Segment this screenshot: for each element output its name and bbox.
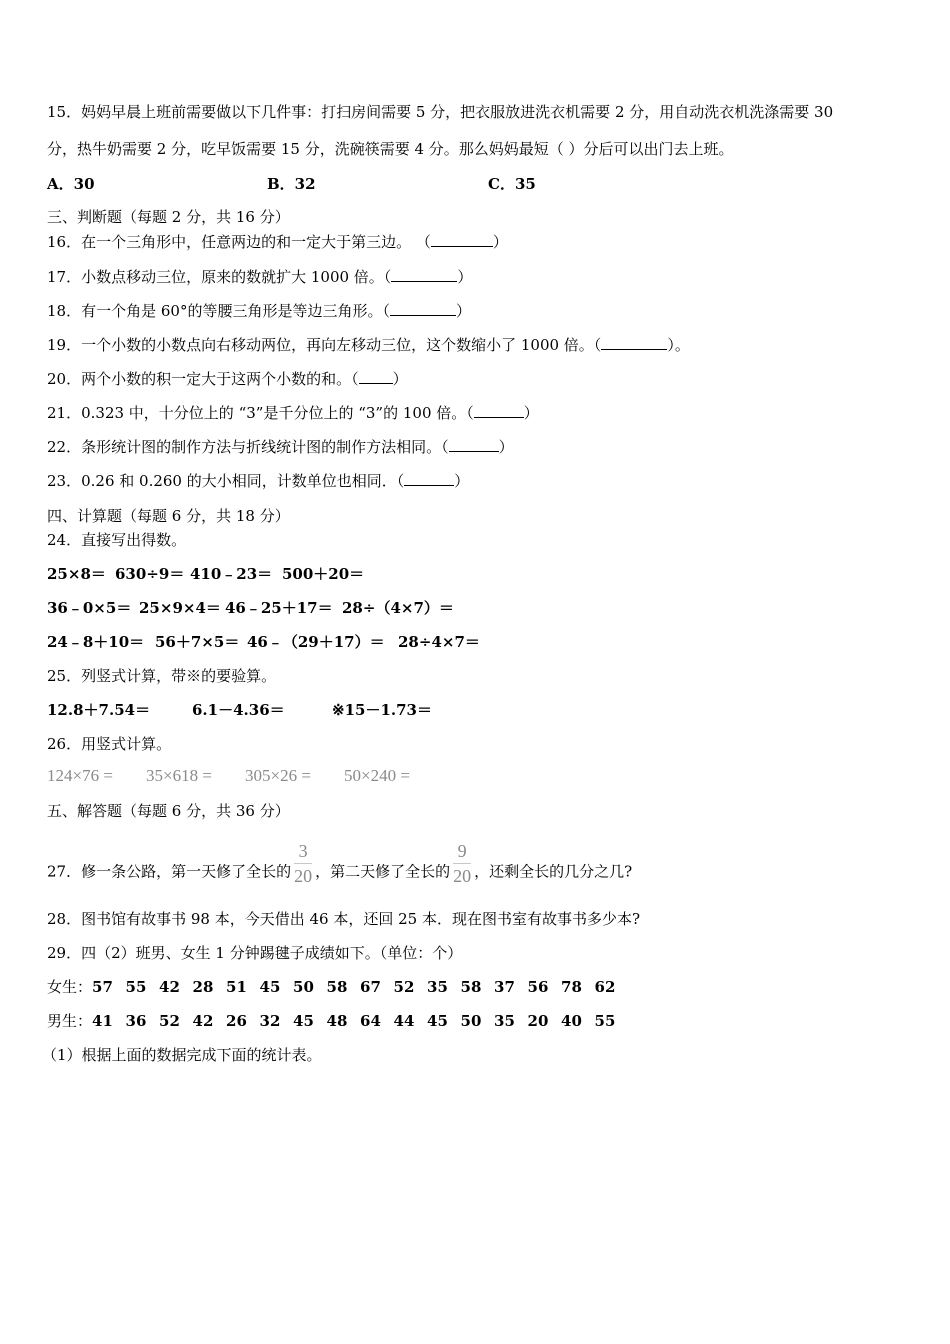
score: 45 <box>293 1012 314 1030</box>
mental-math-expr: 410﹣23＝ <box>190 565 273 583</box>
answer-blank <box>359 369 393 384</box>
vertical-calc-expr: 6.1－4.36＝ <box>192 701 285 719</box>
score: 58 <box>460 978 482 996</box>
score: 56 <box>527 978 549 996</box>
girls-label: 女生： <box>47 978 93 996</box>
question-25-prompt: 25．列竖式计算，带※的要验算。 <box>47 667 277 685</box>
score: 35 <box>494 1012 515 1030</box>
score: 67 <box>360 978 381 996</box>
mental-math-expr: 25×9×4＝ <box>139 599 221 617</box>
multiplication-expr: 35×618 = <box>146 766 212 785</box>
boys-label: 男生： <box>47 1012 93 1030</box>
mental-math-expr: 56＋7×5＝ <box>155 633 240 651</box>
judgment-item-17 <box>47 267 472 287</box>
score: 32 <box>259 1012 281 1030</box>
judgment-tail: ） <box>392 370 408 388</box>
question-26-prompt: 26．用竖式计算。 <box>47 735 172 753</box>
score: 62 <box>594 978 616 996</box>
mental-math-expr: 24﹣8＋10＝ <box>47 633 145 651</box>
question-27-part2: ，第二天修了全长的 <box>315 862 451 881</box>
score: 50 <box>293 978 314 996</box>
score: 52 <box>159 1012 180 1030</box>
section-4-title: 四、计算题（每题 6 分，共 18 分） <box>47 507 290 525</box>
score: 41 <box>92 1012 113 1030</box>
score: 55 <box>594 1012 616 1030</box>
judgment-tail: ） <box>454 472 470 490</box>
mental-math-expr: 25×8＝ <box>47 565 106 583</box>
mental-math-expr: 630÷9＝ <box>115 565 185 583</box>
section-3-title: 三、判断题（每题 2 分，共 16 分） <box>47 208 290 226</box>
girls-scores-row <box>47 977 628 997</box>
question-15-line1: 15．妈妈早晨上班前需要做以下几件事：打扫房间需要 5 分，把衣服放进洗衣机需要 2 分，用自动洗衣机洗涤需要 30 <box>47 103 834 121</box>
question-29-sub1: （1）根据上面的数据完成下面的统计表。 <box>42 1046 322 1064</box>
judgment-item-21 <box>47 403 539 423</box>
judgment-item-19 <box>47 335 690 355</box>
judgment-text: 17．小数点移动三位，原来的数就扩大 1000 倍。（ <box>47 268 392 286</box>
answer-blank <box>431 232 493 247</box>
judgment-tail: ）。 <box>667 336 690 354</box>
judgment-tail: ） <box>455 302 471 320</box>
score: 52 <box>393 978 415 996</box>
judgment-tail: ） <box>457 268 473 286</box>
score: 42 <box>159 978 180 996</box>
judgment-item-23 <box>47 471 469 491</box>
mental-math-expr: 500＋20＝ <box>282 565 365 583</box>
judgment-text: 19．一个小数的小数点向右移动两位，再向左移动三位，这个数缩小了 1000 倍。（ <box>47 336 602 354</box>
judgment-item-18 <box>47 301 471 321</box>
answer-blank <box>404 471 454 486</box>
score: 20 <box>527 1012 549 1030</box>
fraction-9-20: $\frac{9}{20}$ <box>453 841 472 886</box>
score: 50 <box>460 1012 482 1030</box>
judgment-item-16 <box>47 232 508 252</box>
judgment-tail: ） <box>492 233 508 251</box>
answer-blank <box>390 301 456 316</box>
score: 42 <box>192 1012 214 1030</box>
answer-blank <box>391 267 457 282</box>
judgment-text: 16．在一个三角形中，任意两边的和一定大于第三边。 （ <box>47 233 431 251</box>
vertical-calc-expr: 12.8＋7.54＝ <box>47 701 151 719</box>
score: 45 <box>427 1012 448 1030</box>
multiplication-expr: 305×26 = <box>245 766 311 785</box>
score: 48 <box>326 1012 348 1030</box>
mental-math-expr: 36﹣0×5＝ <box>47 599 132 617</box>
question-27-part3: ，还剩全长的几分之几? <box>474 862 633 881</box>
mental-math-expr: 28÷（4×7）＝ <box>342 599 454 617</box>
judgment-text: 18．有一个角是 60°的等腰三角形是等边三角形。（ <box>47 302 390 320</box>
option-b: B．32 <box>267 175 316 193</box>
score: 37 <box>494 978 515 996</box>
question-27-part1: 27．修一条公路，第一天修了全长的 <box>47 862 292 881</box>
judgment-text: 23．0.26 和 0.260 的大小相同，计数单位也相同．（ <box>47 472 405 490</box>
question-29-prompt: 29．四（2）班男、女生 1 分钟踢毽子成绩如下。（单位：个） <box>47 944 463 962</box>
mental-math-expr: 46﹣（29＋17）＝ <box>247 633 385 651</box>
judgment-text: 20．两个小数的积一定大于这两个小数的和。（ <box>47 370 359 388</box>
answer-blank <box>601 335 667 350</box>
score: 51 <box>226 978 247 996</box>
question-28: 28．图书馆有故事书 98 本，今天借出 46 本，还回 25 本．现在图书室有故事书多少本? <box>47 910 641 928</box>
section-5-title: 五、解答题（每题 6 分，共 36 分） <box>47 802 290 820</box>
score: 58 <box>326 978 348 996</box>
question-24-prompt: 24．直接写出得数。 <box>47 531 187 549</box>
answer-blank <box>474 403 524 418</box>
question-15-line2: 分，热牛奶需要 2 分，吃早饭需要 15 分，洗碗筷需要 4 分。那么妈妈最短（ ）分后可以出门去上班。 <box>47 140 734 158</box>
mental-math-expr: 28÷4×7＝ <box>398 633 480 651</box>
boys-scores-row <box>47 1011 628 1031</box>
score: 45 <box>259 978 281 996</box>
fraction-3-20: $\frac{3}{20}$ <box>294 841 313 886</box>
score: 57 <box>92 978 113 996</box>
mental-math-expr: 46﹣25＋17＝ <box>225 599 333 617</box>
score: 44 <box>393 1012 415 1030</box>
judgment-text: 21．0.323 中，十分位上的 “3”是千分位上的 “3”的 100 倍。（ <box>47 404 474 422</box>
multiplication-expr: 124×76 = <box>47 766 113 785</box>
judgment-tail: ） <box>498 438 514 456</box>
score: 28 <box>192 978 214 996</box>
score: 40 <box>561 1012 582 1030</box>
score: 36 <box>125 1012 147 1030</box>
score: 55 <box>125 978 147 996</box>
vertical-calc-expr: ※15－1.73＝ <box>332 701 432 719</box>
score: 35 <box>427 978 448 996</box>
judgment-item-20 <box>47 369 408 389</box>
score: 26 <box>226 1012 247 1030</box>
score: 78 <box>561 978 582 996</box>
question-27 <box>47 841 633 895</box>
answer-blank <box>449 437 499 452</box>
option-a: A．30 <box>47 175 95 193</box>
judgment-item-22 <box>47 437 514 457</box>
option-c: C．35 <box>488 175 536 193</box>
judgment-text: 22．条形统计图的制作方法与折线统计图的制作方法相同。（ <box>47 438 449 456</box>
multiplication-expr: 50×240 = <box>344 766 410 785</box>
score: 64 <box>360 1012 381 1030</box>
judgment-tail: ） <box>523 404 539 422</box>
